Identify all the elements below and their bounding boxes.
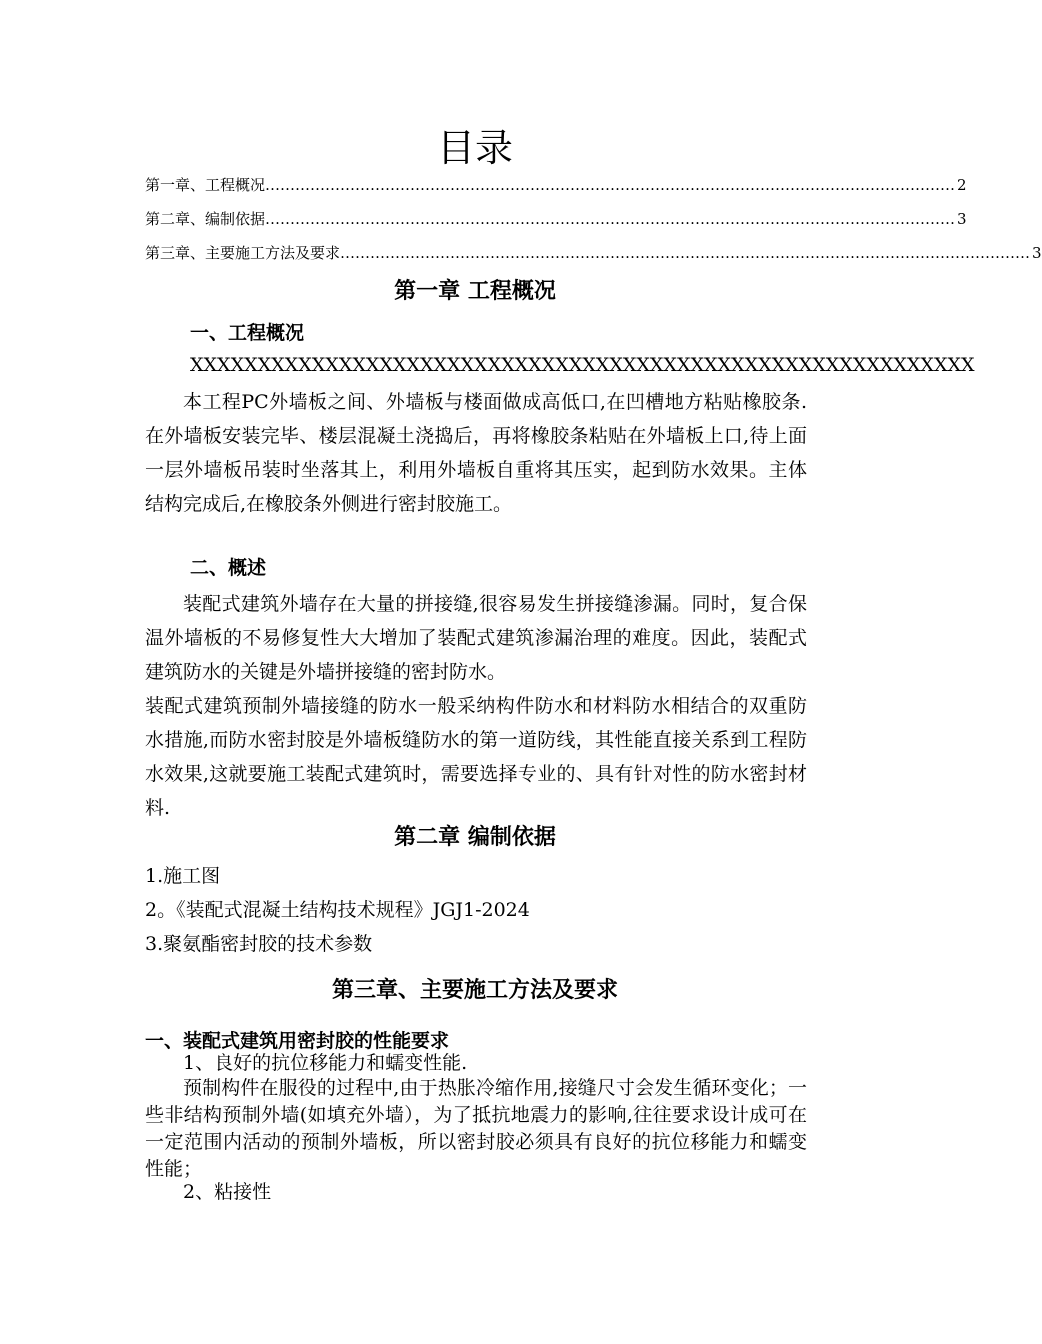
chapter1-title: 第一章 工程概况 (394, 279, 556, 304)
chapter1-section1-heading: 一、工程概况 (190, 322, 305, 344)
toc-entry-label: 第三章、主要施工方法及要求 (145, 244, 341, 262)
toc-entry-label: 第二章、编制依据 (145, 210, 266, 228)
toc-leader-dots: ………………………………………………………………………………………………………………………… (265, 210, 956, 228)
placeholder-line: XXXXXXXXXXXXXXXXXXXXXXXXXXXXXXXXXXXXXXXXXXXXXXXXXXXXXXXXXX (190, 354, 975, 376)
toc-entry[interactable] (145, 173, 967, 197)
toc-entry[interactable] (145, 241, 1042, 265)
toc-leader-dots: ………………………………………………………………………………………………………………………… (340, 244, 1031, 262)
chapter1-section2-paragraph2: 装配式建筑预制外墙接缝的防水一般采纳构件防水和材料防水相结合的双重防水措施,而防水密封胶是外墙板缝防水的第一道防线，其性能直接关系到工程防水效果,这就要施工装配式建筑时，需要选择专业的、具有针对性的防水密封材料. (145, 695, 807, 819)
toc-entry-page: 3 (1032, 244, 1042, 262)
chapter3-item1: 1、良好的抗位移能力和蠕变性能. (183, 1052, 468, 1074)
chapter2-item: 1.施工图 (145, 865, 221, 887)
toc-title: 目录 (436, 126, 513, 170)
chapter2-item: 3.聚氨酯密封胶的技术参数 (145, 933, 373, 955)
toc-entry-page: 3 (957, 210, 967, 228)
chapter3-section1-heading: 一、装配式建筑用密封胶的性能要求 (145, 1030, 450, 1052)
chapter3-item1-paragraph: 预制构件在服役的过程中,由于热胀冷缩作用,接缝尺寸会发生循环变化；一些非结构预制外墙(如填充外墙），为了抵抗地震力的影响,往往要求设计成可在一定范围内活动的预制外墙板，所以密封胶必须具有良好的抗位移能力和蠕变性能； (145, 1077, 807, 1180)
chapter3-item2: 2、粘接性 (183, 1181, 272, 1203)
toc-entry-label: 第一章、工程概况 (145, 176, 266, 194)
toc-entry[interactable] (145, 207, 967, 231)
chapter1-section2-paragraph1: 装配式建筑外墙存在大量的拼接缝,很容易发生拼接缝渗漏。同时，复合保温外墙板的不易修复性大大增加了装配式建筑渗漏治理的难度。因此，装配式建筑防水的关键是外墙拼接缝的密封防水。 (145, 593, 807, 683)
toc-leader-dots: ………………………………………………………………………………………………………………………… (265, 176, 956, 194)
toc-entry-page: 2 (957, 176, 967, 194)
chapter1-section2-heading: 二、概述 (190, 557, 267, 579)
chapter2-item: 2。《装配式混凝土结构技术规程》JGJ1-2024 (145, 899, 530, 921)
chapter2-title: 第二章 编制依据 (394, 825, 556, 850)
chapter3-title: 第三章、主要施工方法及要求 (331, 978, 618, 1003)
chapter1-section1-paragraph: 本工程PC外墙板之间、外墙板与楼面做成高低口,在凹槽地方粘贴橡胶条.在外墙板安装完毕、楼层混凝土浇捣后，再将橡胶条粘贴在外墙板上口,待上面一层外墙板吊装时坐落其上，利用外墙板自重将其压实，起到防水效果。主体结构完成后,在橡胶条外侧进行密封胶施工。 (145, 391, 807, 515)
